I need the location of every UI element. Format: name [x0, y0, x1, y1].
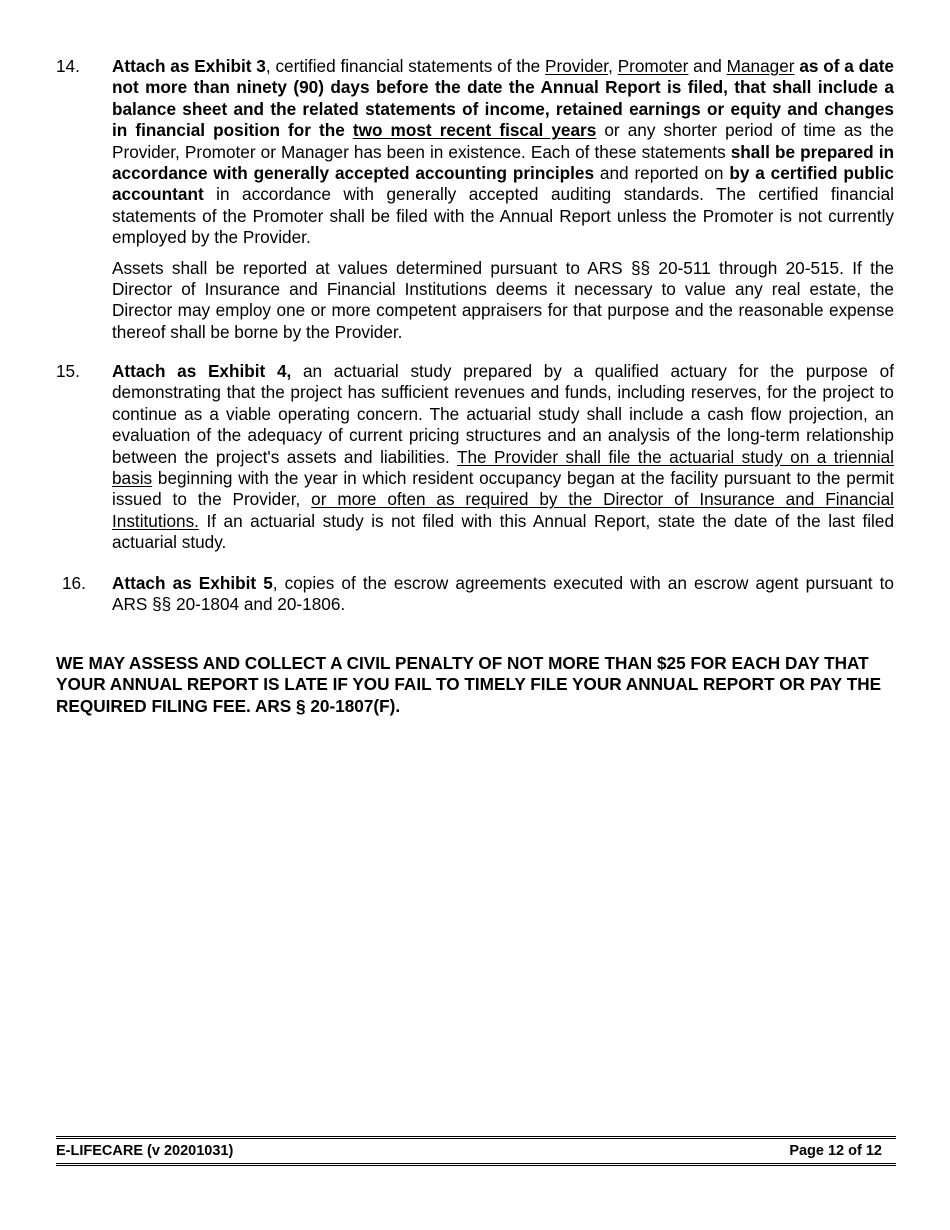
item-number: 14.	[56, 56, 80, 76]
civil-penalty-warning: WE MAY ASSESS AND COLLECT A CIVIL PENALTY OF NOT MORE THAN $25 FOR EACH DAY THAT YOUR ANNUAL REPORT IS LATE IF YOU FAIL TO TIMELY FILE YOUR ANNUAL REPORT OR PAY THE REQUIRED FILING FEE. ARS § 20-1807(F).	[56, 653, 882, 716]
item-14	[56, 56, 894, 343]
item-paragraph: Attach as Exhibit 3, certified financial statements of the Provider, Promoter and Manager as of a date not more than ninety (90) days before the date the Annual Report is filed, that shall include a balance sheet and the related statements of income, retained earnings or equity and changes in financial position for the two most recent fiscal years or any shorter period of time as the Provider, Promoter or Manager has been in existence. Each of these statements shall be prepared in accordance with generally accepted accounting principles and reported on by a certified public accountant in accordance with generally accepted auditing standards. The certified financial statements of the Promoter shall be filed with the Annual Report unless the Promoter is not currently employed by the Provider.	[112, 56, 894, 248]
item-16	[56, 573, 894, 616]
item-15	[56, 361, 894, 554]
item-paragraph: Attach as Exhibit 4, an actuarial study prepared by a qualified actuary for the purpose of demonstrating that the project has sufficient revenues and funds, including reserves, for the project to continue as a viable operating concern. The actuarial study shall include a cash flow projection, an evaluation of the adequacy of current pricing structures and an analysis of the long-term relationship between the project's assets and liabilities. The Provider shall file the actuarial study on a triennial basis beginning with the year in which resident occupancy began at the facility pursuant to the permit issued to the Provider, or more often as required by the Director of Insurance and Financial Institutions. If an actuarial study is not filed with this Annual Report, state the date of the last filed actuarial study.	[112, 361, 894, 553]
item-paragraph: Attach as Exhibit 5, copies of the escrow agreements executed with an escrow agent pursuant to ARS §§ 20-1804 and 20-1806.	[112, 573, 894, 615]
item-number: 15.	[56, 361, 80, 381]
page-number: Page 12 of 12	[789, 1143, 882, 1159]
item-number: 16.	[62, 573, 86, 593]
item-paragraph: Assets shall be reported at values determined pursuant to ARS §§ 20-511 through 20-515. If the Director of Insurance and Financial Institutions deems it necessary to value any real estate, the Director may employ one or more competent appraisers for that purpose and the reasonable expense thereof shall be borne by the Provider.	[112, 257, 894, 342]
form-id: E-LIFECARE (v 20201031)	[56, 1143, 234, 1159]
page-footer	[56, 1136, 896, 1166]
